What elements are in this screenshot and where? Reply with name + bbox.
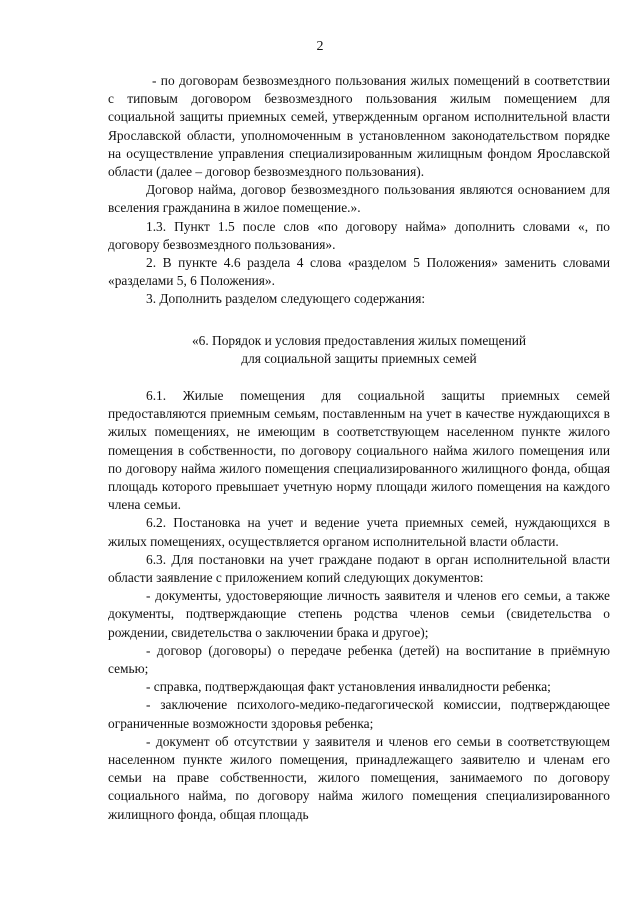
section-heading-line: для социальной защиты приемных семей [241,351,477,367]
list-item: - документы, удостоверяющие личность заявителя и членов его семьи, а также документы, подтверждающие степень родства членов семьи (свидетельства о рождении, свидетельства о заключении брака и другое); [108,588,610,640]
body-text-bottom [108,387,610,824]
paragraph: 1.3. Пункт 1.5 после слов «по договору найма» дополнить словами «, по договору безвозмездного пользования». [108,218,610,252]
paragraph: 3. Дополнить разделом следующего содержания: [146,291,426,307]
section-heading-line: «6. Порядок и условия предоставления жилых помещений [191,333,527,348]
list-item: - справка, подтверждающая факт установления инвалидности ребенка; [146,679,551,695]
section-heading [108,332,610,368]
paragraph: 6.3. Для постановки на учет граждане подают в орган исполнительной власти области заявление с приложением копий следующих документов: [108,551,610,586]
paragraph: Договор найма, договор безвозмездного пользования являются основанием для вселения гражданина в жилое помещение.». [108,182,610,216]
paragraph: 6.2. Постановка на учет и ведение учета приемных семей, нуждающихся в жилых помещениях, осуществляется органом исполнительной власти области. [108,515,610,549]
paragraph: 2. В пункте 4.6 раздела 4 слова «разделом 5 Положения» заменить словами «разделами 5, 6 Положения». [108,255,610,289]
paragraph: - по договорам безвозмездного пользования жилых помещений в соответствии с типовым договором безвозмездного пользования жилым помещением для социальной защиты приемных семей, утвержденным органом исполнительной власти Ярославской области, уполномоченным в установленном законодательством порядке на осуществление управления специализированным жилищным фондом Ярославской области (далее – договор безвозмездного пользования). [108,73,610,180]
body-text-top [108,72,610,309]
list-item: - договор (договоры) о передаче ребенка (детей) на воспитание в приёмную семью; [108,642,610,677]
list-item: - документ об отсутствии у заявителя и членов его семьи в соответствующем населенном пункте жилого помещения, принадлежащего заявителю и членам его семьи на праве собственности, жилого помещения, занимаемого по договору социального найма, по договору найма жилого помещения специализированного жилищного фонда, общая площадь [108,733,610,822]
paragraph: 6.1. Жилые помещения для социальной защиты приемных семей предоставляются приемным семьям, поставленным на учет в качестве нуждающихся в жилых помещениях, не имеющим в соответствующем населенном пункте жилого помещения в собственности, по договору социального найма жилого помещения или по договору найма жилого помещения специализированного жилищного фонда, общая площадь которого превышает учетную норму площади жилого помещения на каждого члена семьи. [108,388,610,513]
list-item: - заключение психолого-медико-педагогической комиссии, подтверждающее ограниченные возможности здоровья ребенка; [108,697,610,731]
page-number: 2 [316,39,324,54]
